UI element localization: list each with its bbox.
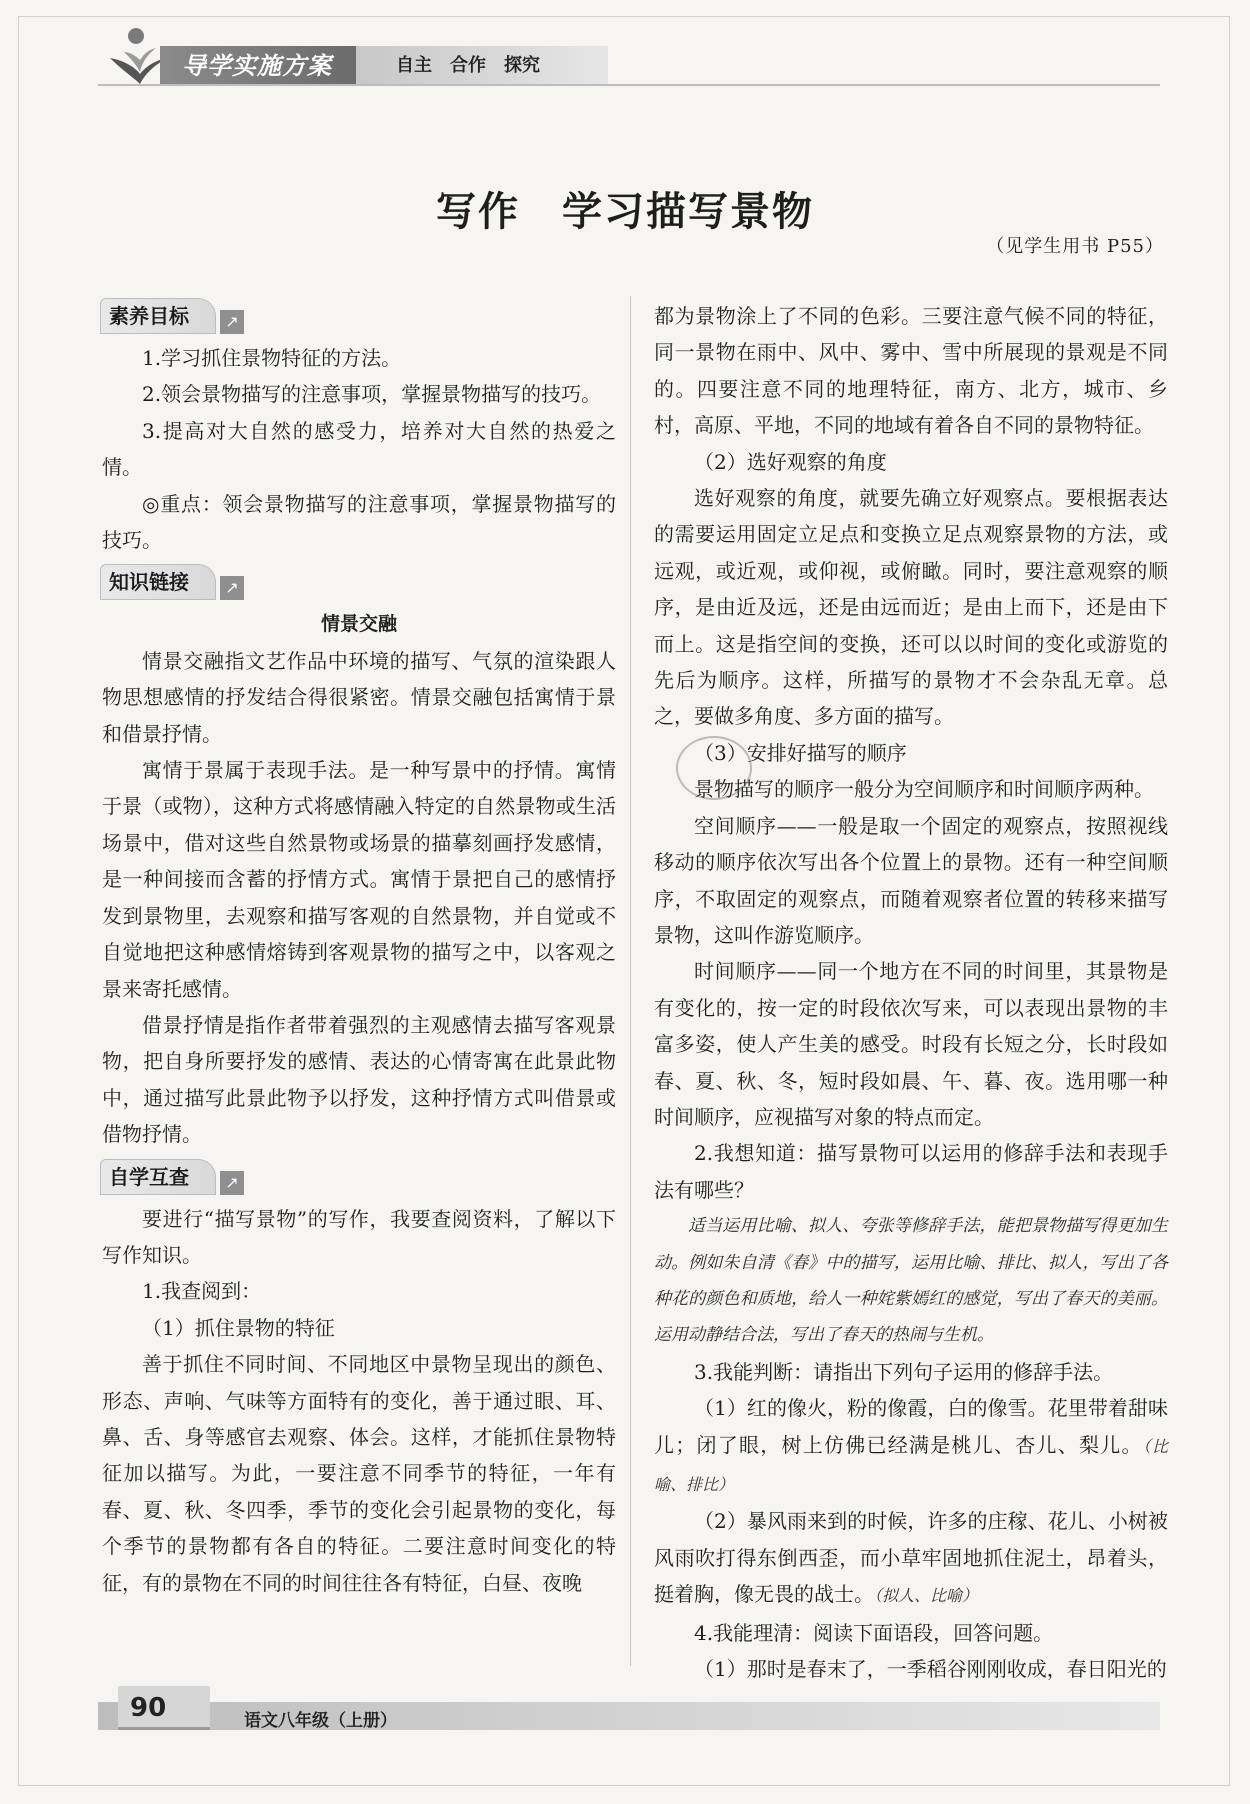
question-3: 3.我能判断：请指出下列句子运用的修辞手法。 xyxy=(694,1359,1114,1384)
handwritten-answer: （拟人、比喻） xyxy=(874,1586,979,1606)
series-subtitle: 自主 合作 探究 xyxy=(356,46,608,86)
answer-paragraph: 时间顺序——同一个地方在不同的时间里，其景物是有变化的，按一定的时段依次写来，可以表现出景物的丰富多姿，使人产生美的感受。时段有长短之分，长时段如春、夏、秋、冬，短时段如晨、午、暮、夜。选用哪一种时间顺序，应视描写对象的特点而定。 xyxy=(654,959,1168,1129)
question-4-1: （1）那时是春末了，一季稻谷刚刚收成，春日阳光的 xyxy=(694,1657,1167,1682)
question-1-2: （2）选好观察的角度 xyxy=(694,449,887,474)
question-3-2 xyxy=(654,1503,1168,1614)
reference-note: （见学生用书 P55） xyxy=(986,236,1164,257)
selfcheck-intro: 要进行“描写景物”的写作，我要查阅资料，了解以下写作知识。 xyxy=(102,1206,616,1267)
section-header-goals xyxy=(100,298,616,336)
question-1: 1.我查阅到： xyxy=(142,1279,262,1304)
arrow-icon: ↗ xyxy=(220,310,244,334)
column-divider xyxy=(630,296,631,1666)
series-title: 导学实施方案 xyxy=(160,46,356,86)
handwritten-answer: 适当运用比喻、拟人、夸张等修辞手法，能把景物描写得更加生动。例如朱自清《春》中的描写，运用比喻、排比、拟人，写出了各种花的颜色和质地，给人一种姹紫嫣红的感觉，写出了春天的美丽。运用动静结合法，写出了春天的热闹与生机。 xyxy=(654,1216,1168,1346)
question-2: 2.我想知道：描写景物可以运用的修辞手法和表现手法有哪些？ xyxy=(654,1141,1168,1202)
arrow-icon: ↗ xyxy=(220,1171,244,1195)
knowledge-title: 情景交融 xyxy=(320,613,397,636)
section-label: 素养目标 xyxy=(100,298,216,334)
stamp-mark xyxy=(676,736,752,800)
handwritten-answer: （比喻、排比） xyxy=(654,1436,1168,1494)
goal-key-point: ◎重点：领会景物描写的注意事项，掌握景物描写的技巧。 xyxy=(102,491,616,553)
knowledge-paragraph: 情景交融指文艺作品中环境的描写、气氛的渲染跟人物思想感情的抒发结合得很紧密。情景交融包括寓情于景和借景抒情。 xyxy=(102,648,616,746)
answer-paragraph: 景物描写的顺序一般分为空间顺序和时间顺序两种。 xyxy=(694,777,1154,802)
answer-paragraph: 善于抓住不同时间、不同地区中景物呈现出的颜色、形态、声响、气味等方面特有的变化，善于通过眼、耳、鼻、舌、身等感官去观察、体会。这样，才能抓住景物特征加以描写。为此，一要注意不同季节的特征，一年有春、夏、秋、冬四季，季节的变化会引起景物的变化，每个季节的景物都有各自的特征。二要注意时间变化的特征，有的景物在不同的时间往往各有特征，白昼、夜晚 xyxy=(102,1352,616,1595)
question-text: （2）暴风雨来到的时候，许多的庄稼、花儿、小树被风雨吹打得东倒西歪，而小草牢固地抓住泥土，昂着头，挺着胸，像无畏的战士。 xyxy=(654,1509,1168,1607)
arrow-icon: ↗ xyxy=(220,576,244,600)
continued-paragraph: 都为景物涂上了不同的色彩。三要注意气候不同的特征，同一景物在雨中、风中、雾中、雪中所展现的景观是不同的。四要注意不同的地理特征，南方、北方，城市、乡村，高原、平地，不同的地域有着各自不同的景物特征。 xyxy=(654,304,1168,438)
answer-paragraph: 空间顺序——一般是取一个固定的观察点，按照视线移动的顺序依次写出各个位置上的景物。还有一种空间顺序，不取固定的观察点，而随着观察者位置的转移来描写景物，这叫作游览顺序。 xyxy=(654,813,1168,947)
goal-item: 2.领会景物描写的注意事项，掌握景物描写的技巧。 xyxy=(142,382,602,407)
header-rule xyxy=(98,84,1160,86)
answer-paragraph: 选好观察的角度，就要先确立好观察点。要根据表达的需要运用固定立足点和变换立足点观察景物的方法，或远观，或近观，或仰视，或俯瞰。同时，要注意观察的顺序，是由近及远，还是由远而近；是由上而下，还是由下而上。这是指空间的变换，还可以以时间的变化或游览的先后为顺序。这样，所描写的景物才不会杂乱无章。总之，要做多角度、多方面的描写。 xyxy=(654,486,1168,729)
knowledge-paragraph: 借景抒情是指作者带着强烈的主观感情去描写客观景物，把自身所要抒发的感情、表达的心情寄寓在此景此物中，通过描写此景此物予以抒发，这种抒情方式叫借景或借物抒情。 xyxy=(102,1012,616,1147)
question-3-1 xyxy=(654,1390,1168,1503)
footer xyxy=(98,1686,1160,1732)
goal-item: 1.学习抓住景物特征的方法。 xyxy=(142,346,402,370)
section-label: 自学互查 xyxy=(100,1159,216,1195)
book-title: 语文八年级（上册） xyxy=(244,1711,397,1731)
right-column xyxy=(654,298,1168,1687)
question-1-3: （3）安排好描写的顺序 xyxy=(694,740,907,765)
page-number: 90 xyxy=(118,1686,210,1730)
knowledge-paragraph: 寓情于景属于表现手法。是一种写景中的抒情。寓情于景（或物），这种方式将感情融入特定的自然景物或生活场景中，借对这些自然景物或场景的描摹刻画抒发感情，是一种间接而含蓄的抒情方式。寓情于景把自己的感情抒发到景物里，去观察和描写客观的自然景物，并自觉或不自觉地把这种感情熔铸到客观景物的描写之中，以客观之景来寄托感情。 xyxy=(102,758,616,1001)
question-text: （1）红的像火，粉的像霞，白的像雪。花里带着甜味儿；闭了眼，树上仿佛已经满是桃儿、杏儿、梨儿。 xyxy=(654,1396,1168,1457)
question-1-1: （1）抓住景物的特征 xyxy=(142,1315,335,1340)
page-title: 写作 学习描写景物 xyxy=(436,188,814,235)
section-header-knowledge xyxy=(100,564,616,602)
question-4: 4.我能理清：阅读下面语段，回答问题。 xyxy=(694,1620,1054,1645)
section-header-selfcheck xyxy=(100,1159,616,1197)
goal-item: 3.提高对大自然的感受力，培养对大自然的热爱之情。 xyxy=(102,418,616,480)
left-column xyxy=(102,296,616,1601)
section-label: 知识链接 xyxy=(100,564,216,600)
